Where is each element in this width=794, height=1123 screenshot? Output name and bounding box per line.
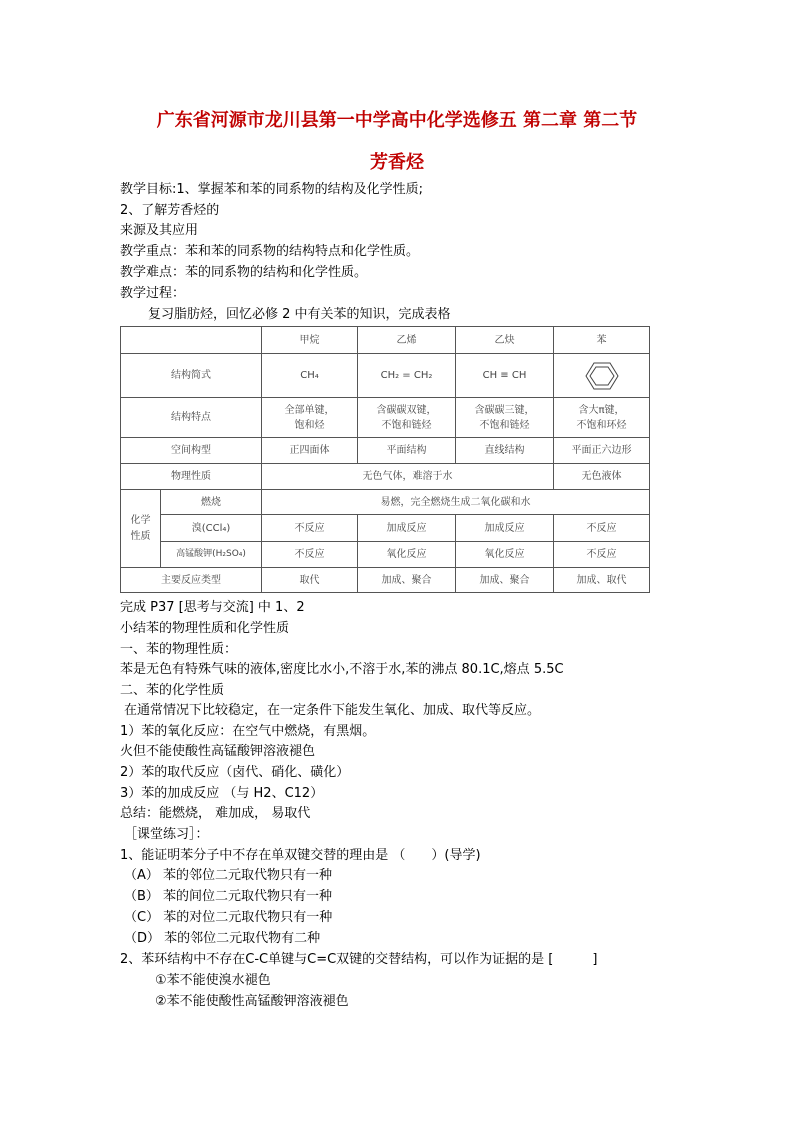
table-row [121,354,650,398]
table-cell: 易燃，完全燃烧生成二氧化碳和水 [262,490,650,515]
table-header-ethyne: 乙炔 [456,327,554,354]
table-header-row [121,327,650,354]
text-line: 1）苯的氧化反应：在空气中燃烧，有黑烟。 [120,724,376,739]
table-row [121,398,650,438]
table-row [121,568,650,593]
teaching-process-heading: 教学过程： [120,286,186,301]
table-row [121,490,650,515]
option-d: （D） 苯的邻位二元取代物有二种 [124,931,321,946]
table-cell: 无色液体 [554,464,650,490]
document-title: 广东省河源市龙川县第一中学高中化学选修五 第二章 第二节 [156,110,638,131]
row-label: 物理性质 [121,464,262,490]
row-label: 溴(CCl₄) [161,515,262,542]
table-cell: 全部单键， 饱和烃 [262,398,358,438]
table-cell: 不反应 [554,515,650,542]
row-label: 结构特点 [121,398,262,438]
table-cell: 不反应 [554,542,650,568]
text-line: 3）苯的加成反应 （与 H2、C12） [120,786,324,801]
table-row [121,464,650,490]
table-header-empty [121,327,262,354]
table-cell: 正四面体 [262,438,358,464]
table-cell: 含碳碳双键， 不饱和链烃 [358,398,456,438]
table-cell: 加成、聚合 [456,568,554,593]
table-cell: CH₂ = CH₂ [358,354,456,398]
chem-property-group-label: 化学性质 [121,490,161,568]
review-instruction: 复习脂肪烃，回忆必修 2 中有关苯的知识，完成表格 [148,307,451,322]
table-cell: 加成、聚合 [358,568,456,593]
table-cell: 直线结构 [456,438,554,464]
comparison-table [120,326,650,593]
table-cell: 平面正六边形 [554,438,650,464]
benzene-ring-icon [585,361,619,391]
option-b: （B） 苯的间位二元取代物只有一种 [124,889,333,904]
text-line: 小结苯的物理性质和化学性质 [120,621,290,636]
table-header-benzene: 苯 [554,327,650,354]
question-2: 2、苯环结构中不存在C-C单键与C=C双键的交替结构，可以作为证据的是 [ ] [120,952,598,967]
statement-2: ②苯不能使酸性高锰酸钾溶液褪色 [155,994,349,1009]
row-label: 结构简式 [121,354,262,398]
table-cell: 平面结构 [358,438,456,464]
text-line: 苯是无色有特殊气味的液体,密度比水小,不溶于水,苯的沸点 80.1C,熔点 5.5C [120,662,564,677]
question-1: 1、能证明苯分子中不存在单双键交替的理由是 （ ）(导学) [120,848,481,863]
table-cell: 不反应 [262,542,358,568]
teaching-objective-2: 2、了解芳香烃的 [120,203,220,218]
table-cell: CH₄ [262,354,358,398]
option-a: （A） 苯的邻位二元取代物只有一种 [124,868,333,883]
table-cell [554,354,650,398]
table-row [121,542,650,568]
text-line: 火但不能使酸性高锰酸钾溶液褪色 [120,744,316,759]
table-cell: 不反应 [262,515,358,542]
section-heading: 一、苯的物理性质： [120,642,238,657]
table-cell: 加成反应 [358,515,456,542]
row-label: 主要反应类型 [121,568,262,593]
section-heading: 二、苯的化学性质 [120,683,225,698]
statement-1: ①苯不能使溴水褪色 [155,973,271,988]
text-line: 完成 P37 [思考与交流] 中 1、2 [120,600,305,615]
text-line: 总结：能燃烧， 难加成， 易取代 [120,806,311,821]
table-cell: 氧化反应 [456,542,554,568]
table-cell: 无色气体，难溶于水 [262,464,554,490]
table-cell: 含大π键， 不饱和环烃 [554,398,650,438]
table-row [121,515,650,542]
table-row [121,438,650,464]
table-header-ethene: 乙烯 [358,327,456,354]
table-header-methane: 甲烷 [262,327,358,354]
table-cell: 加成反应 [456,515,554,542]
row-label: 空间构型 [121,438,262,464]
text-line: 在通常情况下比较稳定，在一定条件下能发生氧化、加成、取代等反应。 [124,703,541,718]
exercise-heading: ［课堂练习］： [124,827,209,842]
teaching-difficulties: 教学难点：苯的同系物的结构和化学性质。 [120,265,368,280]
table-cell: 加成、取代 [554,568,650,593]
table-cell: 含碳碳三键， 不饱和链烃 [456,398,554,438]
row-label: 燃烧 [161,490,262,515]
document-subtitle: 芳香烃 [370,152,424,173]
teaching-objective: 教学目标:1、掌握苯和苯的同系物的结构及化学性质; [120,182,424,197]
option-c: （C） 苯的对位二元取代物只有一种 [124,910,333,925]
teaching-key-points: 教学重点：苯和苯的同系物的结构特点和化学性质。 [120,244,420,259]
table-cell: 氧化反应 [358,542,456,568]
table-cell: CH ≡ CH [456,354,554,398]
teaching-objective-2-cont: 来源及其应用 [120,223,199,238]
text-line: 2）苯的取代反应（卤代、硝化、磺化） [120,765,350,780]
table-cell: 取代 [262,568,358,593]
row-label: 高锰酸钾(H₂SO₄) [161,542,262,568]
